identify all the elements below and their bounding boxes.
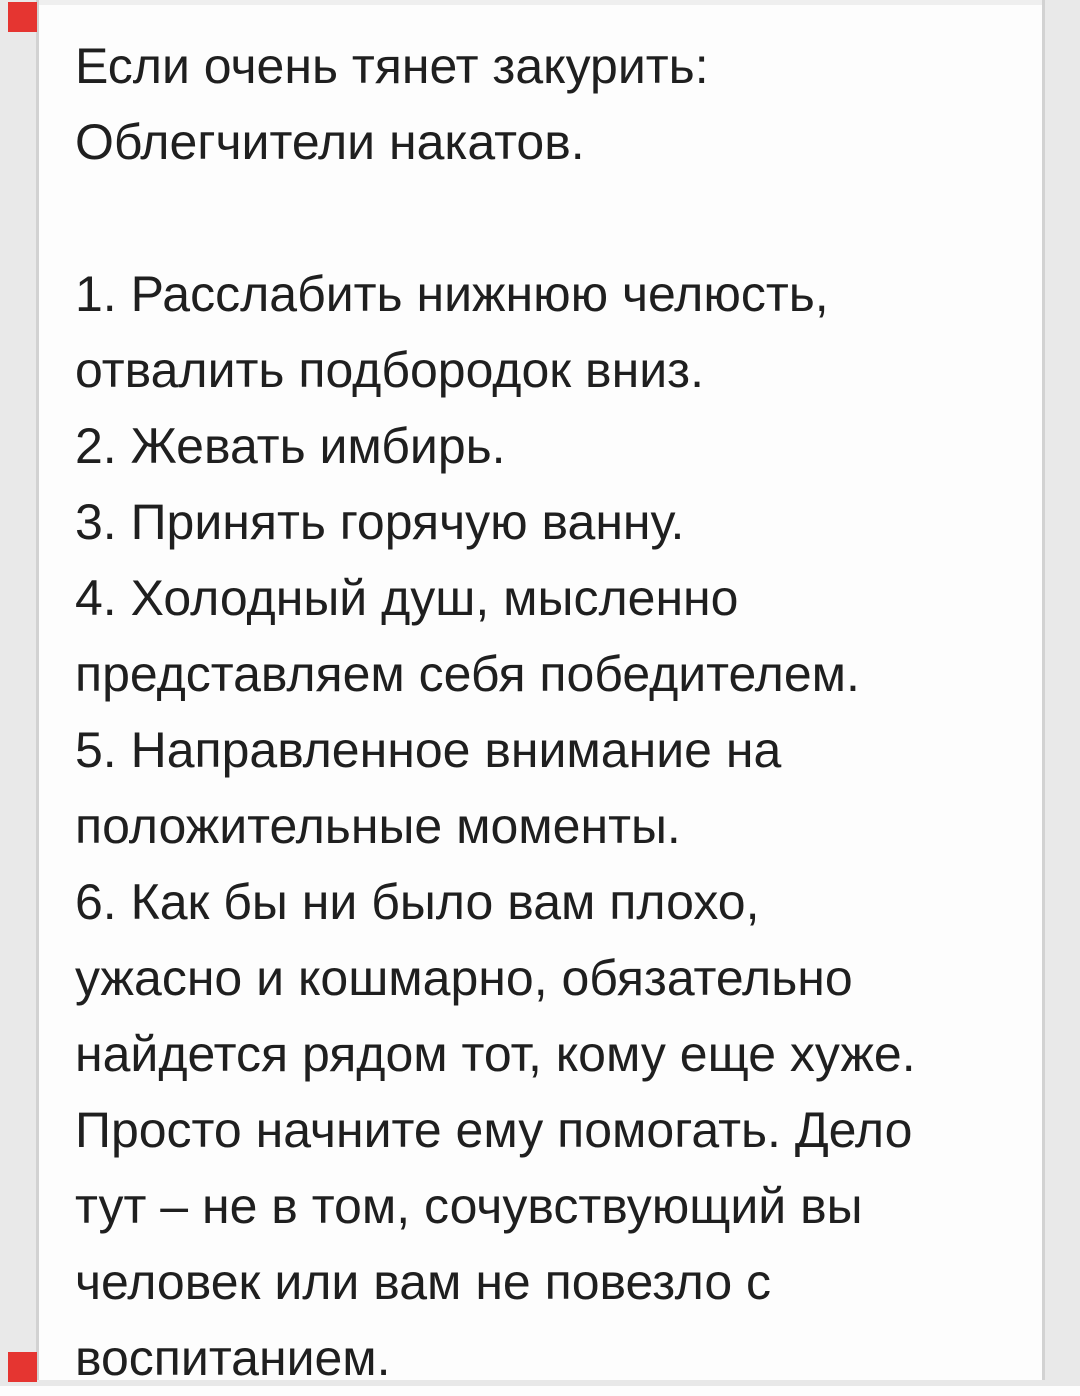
- blank-line: [75, 180, 1032, 256]
- text-content: [75, 28, 1032, 1396]
- list-line: ужасно и кошмарно, обязательно: [75, 950, 853, 1006]
- list-line: найдется рядом тот, кому еще хуже.: [75, 1026, 916, 1082]
- list-line: Просто начните ему помогать. Дело: [75, 1102, 913, 1158]
- list-line: представляем себя победителем.: [75, 646, 860, 702]
- list-line: человек или вам не повезло с: [75, 1254, 772, 1310]
- list-line: 3. Принять горячую ванну.: [75, 494, 685, 550]
- list-line: воспитанием.: [75, 1330, 391, 1386]
- list-line: положительные моменты.: [75, 798, 681, 854]
- right-rail: [1042, 0, 1080, 1386]
- list-line: отвалить подбородок вниз.: [75, 342, 704, 398]
- top-edge-band: [0, 0, 1080, 5]
- red-corner-marker-top: [8, 2, 37, 32]
- list-line: 5. Направленное внимание на: [75, 722, 782, 778]
- list-line: 2. Жевать имбирь.: [75, 418, 506, 474]
- heading-line: Если очень тянет закурить:: [75, 38, 709, 94]
- list-line: 1. Расслабить нижнюю челюсть,: [75, 266, 829, 322]
- red-corner-marker-bottom: [8, 1352, 37, 1382]
- heading-line: Облегчители накатов.: [75, 114, 585, 170]
- left-rail: [0, 0, 39, 1386]
- list-line: 6. Как бы ни было вам плохо,: [75, 874, 760, 930]
- list-line: тут – не в том, сочувствующий вы: [75, 1178, 863, 1234]
- list-line: 4. Холодный душ, мысленно: [75, 570, 739, 626]
